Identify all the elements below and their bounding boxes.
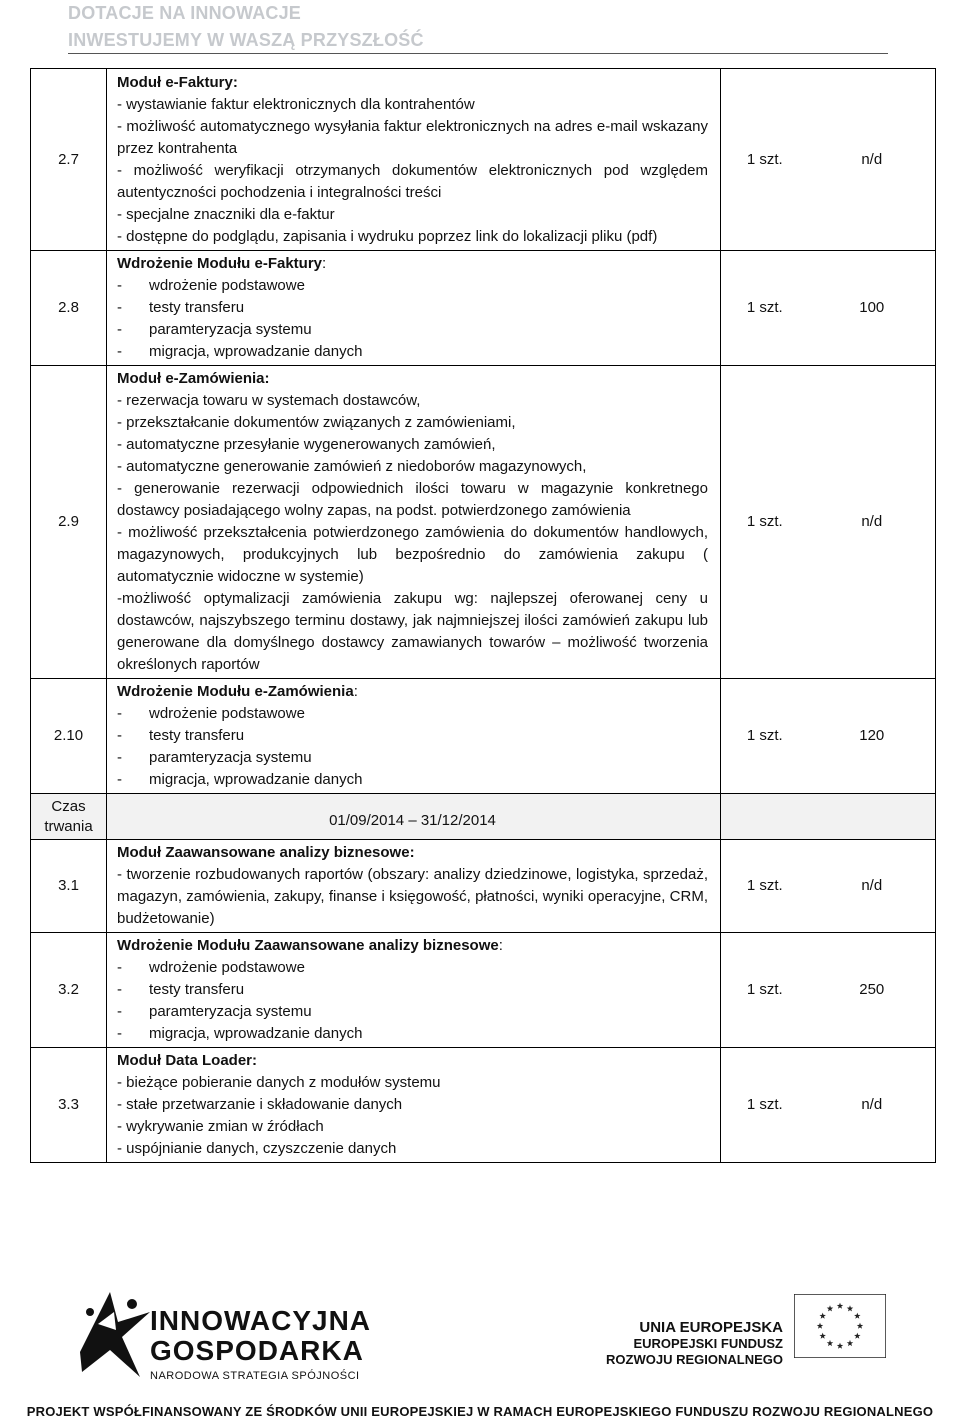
table-row-3-2 [31,933,936,1048]
feature-line: - stałe przetwarzanie i składowanie danych [117,1096,403,1113]
row-description [107,1048,721,1163]
list-item: - wdrożenie podstawowe [117,275,708,297]
eu-line-1: UNIA EUROPEJSKA [639,1319,783,1336]
table-row-3-3 [31,1048,936,1163]
feature-line: - specjalne znaczniki dla e-faktur [117,205,335,223]
eu-line-2: EUROPEJSKI FUNDUSZ [633,1336,783,1351]
table-row-2-9 [31,366,936,679]
module-title-suffix: : [353,683,358,700]
row-value: n/d [809,366,936,679]
module-title-bold: Wdrożenie Modułu Zaawansowane analizy biznesowe [117,937,499,954]
table-row-3-1 [31,840,936,933]
eu-flag-icon [794,1294,886,1358]
eu-line-3: ROZWOJU REGIONALNEGO [606,1352,783,1367]
innowacyjna-gospodarka-text [150,1306,371,1382]
feature-line: - bieżące pobieranie danych z modułów systemu [117,1074,441,1091]
row-value: 120 [809,679,936,794]
table-row-duration [31,794,936,840]
header-line-1: DOTACJE NA INNOWACJE [68,3,302,23]
module-title-suffix: : [498,937,503,954]
feature-line: - możliwość przekształcenia potwierdzonego zamówienia do dokumentów handlowych, magazynowych, produkcyjnych lub bezpośrednio do zamówienia zakupu ( automatycznie widoczne w systemie) [117,524,708,585]
row-number: 3.1 [31,840,107,933]
duration-blank [721,794,809,840]
row-number: 2.7 [31,69,107,251]
module-title-bold: Wdrożenie Modułu e-Faktury [117,255,323,272]
feature-line: - dostępne do podglądu, zapisania i wydruku poprzez link do lokalizacji pliku (pdf) [117,227,658,245]
module-title: Moduł e-Zamówienia: [117,370,270,387]
eu-text [600,1320,783,1368]
row-description [107,251,721,366]
list-item: - migracja, wprowadzanie danych [117,769,708,791]
module-title [117,681,708,703]
innowacyjna-gospodarka-logo-icon [70,1282,160,1382]
list-item: - wdrożenie podstawowe [117,957,708,979]
list-item: - testy transferu [117,725,708,747]
row-value: 250 [809,933,936,1048]
header-rule [68,53,888,54]
feature-line: - wykrywanie zmian w źródłach [117,1118,324,1135]
table-row-2-8 [31,251,936,366]
list-item: - paramteryzacja systemu [117,747,708,769]
list-item: - paramteryzacja systemu [117,319,708,341]
feature-line: - możliwość weryfikacji otrzymanych dokumentów elektronicznych pod względem autentyczności pochodzenia i integralności treści [117,161,708,201]
list-item: - migracja, wprowadzanie danych [117,341,708,363]
row-quantity: 1 szt. [721,679,809,794]
feature-line: - wystawianie faktur elektronicznych dla kontrahentów [117,95,475,113]
list-item: - wdrożenie podstawowe [117,703,708,725]
footer-logos [0,1270,960,1390]
row-description [107,69,721,251]
row-value: n/d [809,1048,936,1163]
table-row-2-10 [31,679,936,794]
row-description [107,840,721,933]
feature-line: -możliwość optymalizacji zamówienia zakupu wg: najlepszej oferowanej ceny u dostawców, najszybszego terminu dostawy, jak najmniejszej ilości zamówień zakupu lub generowane dla domyślnego dostawcy zamawianych towarów – możliwość tworzenia określonych raportów [117,590,708,673]
page-header [68,0,424,54]
row-quantity: 1 szt. [721,69,809,251]
module-title-suffix: : [322,255,327,272]
row-number: 2.10 [31,679,107,794]
module-title-bold: Wdrożenie Modułu e-Zamówienia [117,683,354,700]
list-item: - testy transferu [117,297,708,319]
row-quantity: 1 szt. [721,933,809,1048]
feature-line: - możliwość automatycznego wysyłania faktur elektronicznych na adres e-mail wskazany przez kontrahenta [117,117,708,157]
row-value: 100 [809,251,936,366]
module-title [117,935,708,957]
row-value: n/d [809,69,936,251]
row-number: 3.3 [31,1048,107,1163]
row-number: 3.2 [31,933,107,1048]
row-number: 2.8 [31,251,107,366]
row-quantity: 1 szt. [721,366,809,679]
row-description [107,366,721,679]
row-description [107,679,721,794]
row-quantity: 1 szt. [721,840,809,933]
feature-line: - przekształcanie dokumentów związanych z zamówieniami, [117,414,516,431]
specification-table [30,68,936,1163]
header-line-2: INWESTUJEMY W WASZĄ PRZYSZŁOŚĆ [68,30,424,50]
module-title: Moduł e-Faktury: [117,73,238,91]
table-row-2-7 [31,69,936,251]
cofinancing-footer-text: PROJEKT WSPÓŁFINANSOWANY ZE ŚRODKÓW UNII EUROPEJSKIEJ W RAMACH EUROPEJSKIEGO FUNDUSZU ROZWOJU REGIONALNEGO [26,1404,934,1419]
module-title: Moduł Data Loader: [117,1052,258,1069]
row-quantity: 1 szt. [721,251,809,366]
list-item: - migracja, wprowadzanie danych [117,1023,708,1045]
duration-period: 01/09/2014 – 31/12/2014 [107,794,721,840]
list-item: - testy transferu [117,979,708,1001]
row-value: n/d [809,840,936,933]
module-title: Moduł Zaawansowane analizy biznesowe: [117,844,415,861]
ig-line-1: INNOWACYJNA [150,1305,372,1336]
duration-blank [809,794,936,840]
feature-line: - automatyczne generowanie zamówień z niedoborów magazynowych, [117,458,587,475]
duration-label: Czas trwania [31,794,107,840]
row-description [107,933,721,1048]
row-number: 2.9 [31,366,107,679]
ig-line-2: GOSPODARKA [150,1335,364,1366]
module-title [117,253,708,275]
ig-line-3: NARODOWA STRATEGIA SPÓJNOŚCI [150,1370,360,1382]
feature-line: - tworzenie rozbudowanych raportów (obszary: analizy dziedzinowe, logistyka, sprzedaż, magazyn, zamówienia, zakupy, finanse i księgowość, płatności, wyniki operacyjne, CRM, budżetowanie) [117,866,708,927]
feature-line: - generowanie rezerwacji odpowiednich ilości towaru w magazynie konkretnego dostawcy posiadającego wolny zapas, na podst. potwierdzonego zamówienia [117,480,708,519]
list-item: - paramteryzacja systemu [117,1001,708,1023]
feature-line: - rezerwacja towaru w systemach dostawców, [117,392,421,409]
feature-line: - automatyczne przesyłanie wygenerowanych zamówień, [117,436,496,453]
feature-line: - uspójnianie danych, czyszczenie danych [117,1140,397,1157]
row-quantity: 1 szt. [721,1048,809,1163]
